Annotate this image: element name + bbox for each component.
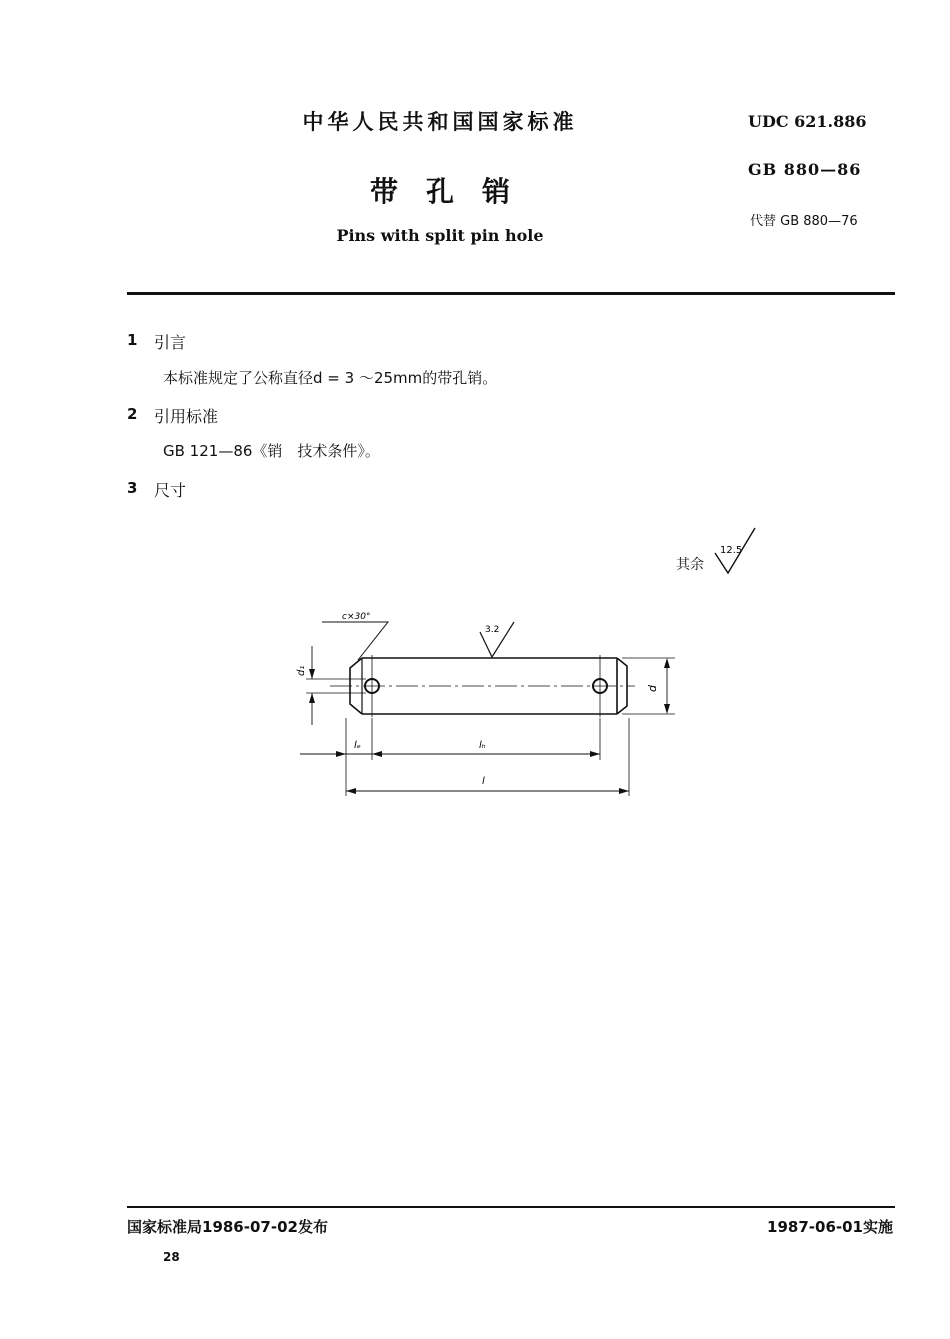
dim-l-label: l: [482, 776, 485, 787]
section-body: GB 121—86《销 技术条件》。: [163, 442, 380, 460]
section-title: 引用标准: [154, 407, 219, 426]
footer-rule: [127, 1206, 895, 1208]
dim-le-label: lₑ: [354, 740, 361, 751]
page-number: 28: [163, 1250, 180, 1264]
section-body: 本标准规定了公称直径d = 3 ～25mm的带孔销。: [163, 369, 498, 387]
section-title: 尺寸: [154, 481, 187, 500]
chamfer-leader: [322, 622, 388, 660]
replaces-note: 代替 GB 880—76: [750, 214, 858, 229]
document-title-cn: 带 孔 销: [369, 175, 510, 208]
roughness-label: 其余: [676, 557, 704, 573]
section-title: 引言: [154, 333, 187, 352]
header-rule: [127, 292, 895, 295]
pin-drawing: [290, 600, 690, 810]
section-number: 1: [127, 331, 138, 349]
dim-lh-label: lₕ: [479, 740, 486, 751]
standard-title: 中华人民共和国国家标准: [302, 110, 578, 134]
document-title-en: Pins with split pin hole: [336, 226, 544, 245]
gb-code: GB 880—86: [748, 160, 862, 179]
section-number: 3: [127, 479, 138, 497]
section-number: 2: [127, 405, 138, 423]
roughness-symbol: [700, 520, 770, 580]
roughness-default-value: 12.5: [720, 545, 743, 556]
chamfer-label: c×30°: [342, 612, 371, 622]
udc-code: UDC 621.886: [748, 112, 867, 131]
surface-roughness-value: 3.2: [485, 625, 500, 635]
issue-date: 国家标准局1986-07-02发布: [127, 1218, 328, 1236]
dim-d-label: d: [646, 685, 659, 692]
dim-d1-label: d₁: [296, 665, 307, 676]
effective-date: 1987-06-01实施: [767, 1218, 893, 1236]
